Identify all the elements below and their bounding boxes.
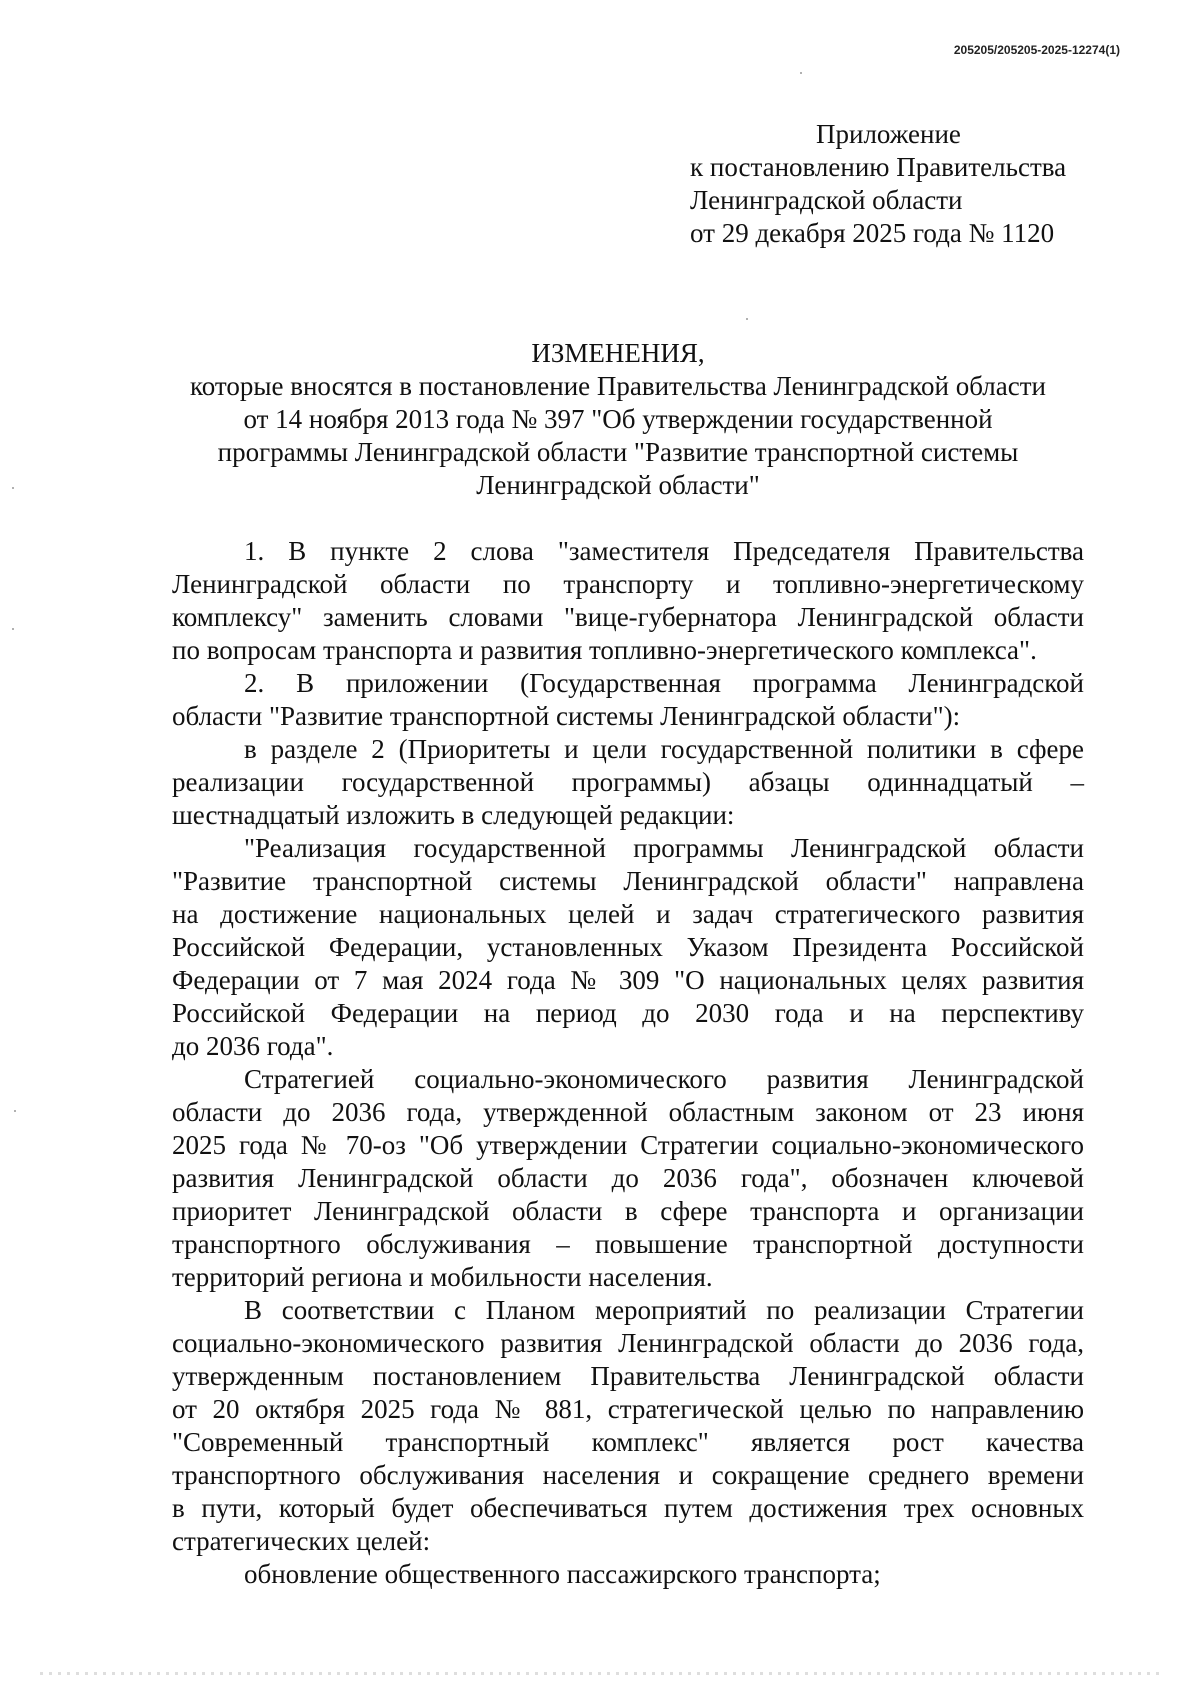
- text-line: обновление общественного пассажирского транспорта;: [244, 1559, 881, 1589]
- text-line: Федерации от 7 мая 2024 года № 309 "О национальных целях развития: [172, 965, 1084, 995]
- document-id: 205205/205205-2025-12274(1): [953, 43, 1120, 57]
- text-line: реализации государственной программы) абзацы одиннадцатый –: [172, 767, 1084, 797]
- scan-artifact-footer: [40, 1672, 1160, 1675]
- paragraph-6: [172, 1294, 1084, 1558]
- text-line: территорий региона и мобильности населения.: [172, 1262, 713, 1292]
- appendix-line: Ленинградской области: [690, 185, 963, 215]
- text-line: Ленинградской области по транспорту и топливно-энергетическому: [172, 569, 1084, 599]
- heading-line: Ленинградской области": [476, 470, 760, 500]
- heading-line: программы Ленинградской области "Развитие транспортной системы: [217, 437, 1019, 467]
- heading-line: от 14 ноября 2013 года № 397 "Об утверждении государственной: [243, 404, 993, 434]
- scan-artifact: [14, 1110, 16, 1112]
- text-line: "Реализация государственной программы Ленинградской области: [244, 833, 1084, 863]
- text-line: по вопросам транспорта и развития топливно-энергетического комплекса".: [172, 635, 1037, 665]
- text-line: 1. В пункте 2 слова "заместителя Председателя Правительства: [244, 536, 1084, 566]
- appendix-title: Приложение: [816, 119, 961, 149]
- scan-artifact: [12, 628, 14, 630]
- scan-artifact: [746, 318, 748, 320]
- heading-line: которые вносятся в постановление Правительства Ленинградской области: [189, 371, 1046, 401]
- text-line: в разделе 2 (Приоритеты и цели государственной политики в сфере: [244, 734, 1084, 764]
- scan-artifact: [12, 487, 14, 489]
- text-line: транспортного обслуживания – повышение транспортной доступности: [172, 1229, 1084, 1259]
- text-line: шестнадцатый изложить в следующей редакции:: [172, 800, 735, 830]
- text-line: Российской Федерации, установленных Указом Президента Российской: [172, 932, 1084, 962]
- paragraph-1: [172, 535, 1084, 667]
- text-line: стратегических целей:: [172, 1526, 431, 1556]
- text-line: 2025 года № 70-оз "Об утверждении Стратегии социально-экономического: [172, 1130, 1084, 1160]
- text-line: утвержденным постановлением Правительства Ленинградской области: [172, 1361, 1084, 1391]
- text-line: В соответствии с Планом мероприятий по реализации Стратегии: [244, 1295, 1084, 1325]
- paragraph-7: [172, 1558, 1084, 1591]
- text-line: 2. В приложении (Государственная программа Ленинградской: [244, 668, 1084, 698]
- paragraph-2: [172, 667, 1084, 733]
- appendix-line: от 29 декабря 2025 года № 1120: [690, 218, 1055, 248]
- text-line: приоритет Ленинградской области в сфере транспорта и организации: [172, 1196, 1084, 1226]
- text-line: "Развитие транспортной системы Ленинградской области" направлена: [172, 866, 1084, 896]
- text-line: до 2036 года".: [172, 1031, 334, 1061]
- text-line: транспортного обслуживания населения и сокращение среднего времени: [172, 1460, 1084, 1490]
- text-line: социально-экономического развития Ленинградской области до 2036 года,: [172, 1328, 1084, 1358]
- paragraph-5: [172, 1063, 1084, 1294]
- paragraph-4: [172, 832, 1084, 1063]
- text-line: Российской Федерации на период до 2030 года и на перспективу: [172, 998, 1084, 1028]
- scan-artifact: [800, 72, 802, 74]
- document-body: [172, 535, 1084, 1591]
- text-line: от 20 октября 2025 года № 881, стратегической целью по направлению: [172, 1394, 1084, 1424]
- appendix-line: к постановлению Правительства: [690, 152, 1067, 182]
- text-line: в пути, который будет обеспечиваться путем достижения трех основных: [172, 1493, 1084, 1523]
- text-line: на достижение национальных целей и задач стратегического развития: [172, 899, 1084, 929]
- text-line: развития Ленинградской области до 2036 года", обозначен ключевой: [172, 1163, 1084, 1193]
- document-heading: [150, 337, 1086, 502]
- text-line: "Современный транспортный комплекс" является рост качества: [172, 1427, 1084, 1457]
- text-line: области до 2036 года, утвержденной областным законом от 23 июня: [172, 1097, 1084, 1127]
- text-line: Стратегией социально-экономического развития Ленинградской: [244, 1064, 1084, 1094]
- appendix-block: [690, 118, 1066, 250]
- text-line: области "Развитие транспортной системы Ленинградской области"):: [172, 701, 961, 731]
- text-line: комплексу" заменить словами "вице-губернатора Ленинградской области: [172, 602, 1084, 632]
- paragraph-3: [172, 733, 1084, 832]
- heading-title: ИЗМЕНЕНИЯ,: [531, 338, 705, 368]
